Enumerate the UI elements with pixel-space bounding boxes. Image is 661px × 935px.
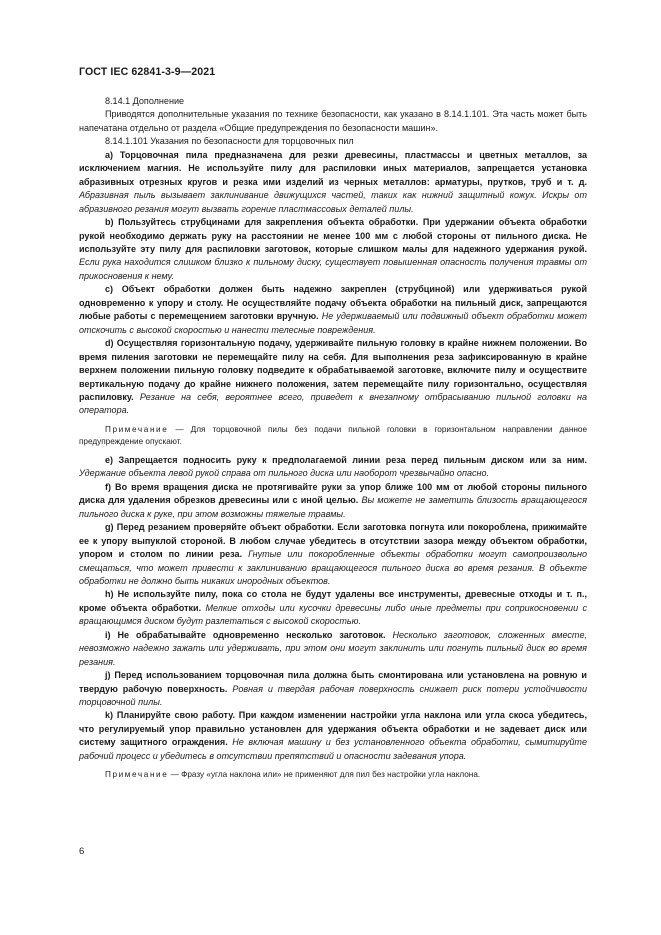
page-content bbox=[79, 95, 587, 781]
document-header: ГОСТ IEC 62841-3-9—2021 bbox=[79, 66, 216, 78]
section-intro: Приводятся дополнительные указания по технике безопасности, как указано в 8.14.1.101. Эта часть может быть напечатана отдельно от раздела «Общие предупреждения по безопасности машин». bbox=[79, 109, 587, 133]
list-item: i) Не обрабатывайте одновременно несколько заготовок. Несколько заготовок, сложенных вместе, невозможно надежно зажать или удерживать, при этом они могут заклинить или погнуть пильный диск во время резания. bbox=[79, 629, 587, 667]
note-text: — Фразу «угла наклона или» не применяют для пил без настройки угла наклона. bbox=[170, 770, 481, 780]
list-item: c) Объект обработки должен быть надежно закреплен (струбциной) или удерживаться рукой одновременно к упору и столу. Не осуществляйте подачу объекта обработки на пильный диск, запрещаются любые работы с перемещением заготовки вручную. Не удерживаемый или подвижный объект обработки может отскочить с высокой скоростью и нанести телесные повреждения. bbox=[79, 284, 587, 335]
section-title: 8.14.1 Дополнение bbox=[105, 96, 185, 106]
list-item: d) Осуществляя горизонтальную подачу, удерживайте пильную головку в крайне нижнем положении. Во время пиления заготовки не перемещайте пилу на себя. Для выполнения реза зафиксированную в крайне верхнем положении пильную головку подведите к обрабатываемой заготовке, включите пилу и осуществите вертикальную подачу до крайне нижнего положения, затем перемещайте пилу горизонтально, осуществляя распиловку. Резание на себя, вероятнее всего, приведет к внезапному отбрасыванию пильной головки на оператора. bbox=[79, 338, 587, 416]
list-item: e) Запрещается подносить руку к предполагаемой линии реза перед пильным диском или за ним. Удержание объекта левой рукой справа от пильного диска или наоборот чрезвычайно опасно. bbox=[79, 454, 587, 479]
note-label: Примечание bbox=[105, 424, 169, 434]
list-item: j) Перед использованием торцовочная пила должна быть смонтирована или установлена на ровную и твердую рабочую поверхность. Ровная и твердая рабочая поверхность снижает риск потери устойчивости торцовочной пилы. bbox=[79, 670, 587, 708]
section-subtitle: 8.14.1.101 Указания по безопасности для торцовочных пил bbox=[105, 136, 354, 147]
note-text: — Для торцовочной пилы без подачи пильной головки в горизонтальном направлении данное предупреждение опускают. bbox=[79, 424, 587, 446]
note bbox=[79, 769, 587, 781]
list-item: b) Пользуйтесь струбцинами для закрепления объекта обработки. При удержании объекта обработки рукой необходимо держать руку на расстоянии не менее 100 мм с любой стороны от пильного диска. Не используйте эту пилу для распиловки заготовок, которые слишком малы для надежного удержания рукой. Если рука находится слишком близко к пильному диску, существует повышенная опасность получения травмы от прикосновения к нему. bbox=[79, 217, 587, 281]
note bbox=[79, 424, 587, 448]
note-label: Примечание bbox=[105, 770, 169, 780]
list-item: h) Не используйте пилу, пока со стола не будут удалены все инструменты, древесные отходы и т. п., кроме объекта обработки. Мелкие отходы или кусочки древесины либо иные предметы при соприкосновении с вращающимся диском будут разлетаться с высокой скоростью. bbox=[79, 589, 587, 627]
page-number: 6 bbox=[79, 846, 85, 857]
list-item: a) Торцовочная пила предназначена для резки древесины, пластмассы и цветных металлов, за исключением магния. Не используйте пилу для распиловки иных материалов, запрещается установка абразивных отрезных кругов и резка ими изделий из черных металлов: арматуры, прутков, труб и т. д. Абразивная пыль вызывает заклинивание движущихся частей, таких как нижний защитный кожух. Искры от абразивного резания могут вызвать горение пластмассовых деталей пилы. bbox=[79, 149, 587, 214]
list-item: f) Во время вращения диска не протягивайте руки за упор ближе 100 мм от любой стороны пильного диска для удаления обрезков древесины или с иной целью. Вы можете не заметить близость вращающегося пильного диска к руке, при этом возможны тяжелые травмы. bbox=[79, 481, 588, 519]
list-item: g) Перед резанием проверяйте объект обработки. Если заготовка погнута или покороблена, прижимайте ее к упору выпуклой стороной. В любом случае убедитесь в отсутствии зазора между объектом обработки, упором и столом по линии реза. Гнутые или покоробленные объекты обработки могут самопроизвольно смещаться, что может привести к заклиниванию вращающегося пильного диска во время резания. В объекте обработки не должно быть никаких инородных объектов. bbox=[79, 522, 587, 586]
list-item: k) Планируйте свою работу. При каждом изменении настройки угла наклона или угла скоса убедитесь, что регулируемый упор правильно установлен для удержания объекта обработки и не задевает диск или систему защитного ограждения. Не включая машину и без установленного объекта обработки, сымитируйте рабочий процесс и убедитесь в отсутствии препятствий и опасности задевания упора. bbox=[79, 710, 587, 761]
